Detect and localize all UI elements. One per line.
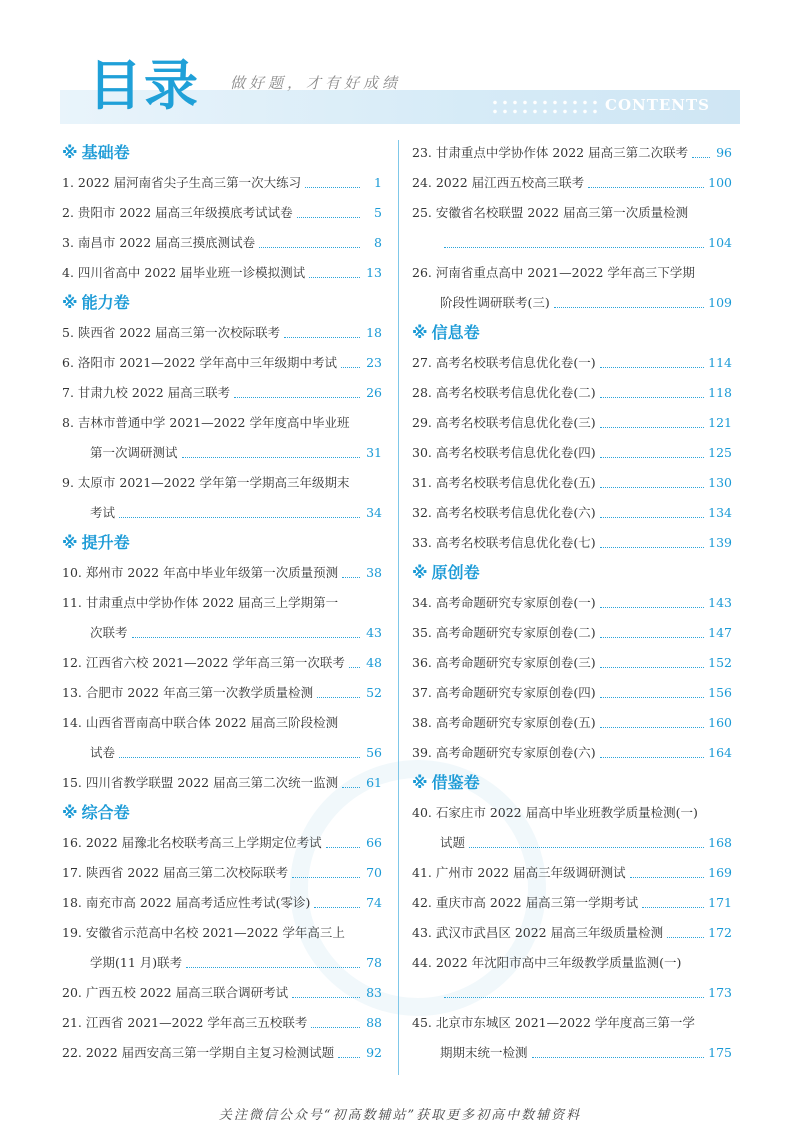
toc-entry[interactable] bbox=[62, 318, 382, 348]
section-heading bbox=[62, 528, 382, 558]
page-number: 171 bbox=[708, 895, 732, 910]
page-number: 143 bbox=[708, 595, 732, 610]
dot-leader bbox=[259, 247, 360, 248]
toc-entry[interactable] bbox=[62, 828, 382, 858]
toc-entry[interactable] bbox=[412, 1008, 732, 1068]
dot-leader bbox=[469, 847, 704, 848]
dot-leader bbox=[119, 757, 360, 758]
toc-entry-text: 28. 高考名校联考信息优化卷(二) bbox=[412, 385, 596, 400]
toc-entry-text: 1. 2022 届河南省尖子生高三第一次大练习 bbox=[62, 175, 302, 190]
toc-entry[interactable] bbox=[62, 198, 382, 228]
section-heading bbox=[62, 288, 382, 318]
toc-entry-text: 35. 高考命题研究专家原创卷(二) bbox=[412, 625, 596, 640]
dot-leader bbox=[692, 157, 710, 158]
toc-entry[interactable] bbox=[412, 738, 732, 768]
toc-entry-text: 7. 甘肃九校 2022 届高三联考 bbox=[62, 385, 231, 400]
dot-leader bbox=[600, 697, 705, 698]
toc-entry[interactable] bbox=[412, 198, 732, 258]
dot-leader bbox=[292, 997, 360, 998]
toc-entry-text: 37. 高考命题研究专家原创卷(四) bbox=[412, 685, 596, 700]
toc-entry[interactable] bbox=[62, 648, 382, 678]
toc-entry-text: 试卷 bbox=[90, 745, 116, 760]
page-number: 172 bbox=[708, 925, 732, 940]
toc-entry-text: 3. 南昌市 2022 届高三摸底测试卷 bbox=[62, 235, 256, 250]
slogan: 做好题，才有好成绩 bbox=[230, 74, 402, 92]
dot-leader bbox=[554, 307, 704, 308]
page-number: 23 bbox=[366, 355, 382, 370]
dot-leader bbox=[132, 637, 360, 638]
toc-entry-text: 阶段性调研联考(三) bbox=[440, 295, 550, 310]
toc-entry-text: 38. 高考命题研究专家原创卷(五) bbox=[412, 715, 596, 730]
toc-entry-text: 17. 陕西省 2022 届高三第二次校际联考 bbox=[62, 865, 289, 880]
toc-entry-text: 32. 高考名校联考信息优化卷(六) bbox=[412, 505, 596, 520]
page-number: 156 bbox=[708, 685, 732, 700]
dot-leader bbox=[349, 667, 360, 668]
dot-leader bbox=[444, 997, 704, 998]
section-heading bbox=[412, 318, 732, 348]
page-number: 66 bbox=[366, 835, 382, 850]
page-number: 96 bbox=[716, 145, 732, 160]
page-number: 104 bbox=[708, 235, 732, 250]
page-number: 8 bbox=[374, 235, 382, 250]
reference-mark-icon: ※ bbox=[412, 773, 428, 792]
dot-leader bbox=[444, 247, 704, 248]
page-number: 100 bbox=[708, 175, 732, 190]
reference-mark-icon: ※ bbox=[412, 563, 428, 582]
dot-leader bbox=[284, 337, 360, 338]
dot-leader bbox=[600, 427, 705, 428]
page-number: 74 bbox=[366, 895, 382, 910]
page-number: 175 bbox=[708, 1045, 732, 1060]
footer-note: 关注微信公众号“初高数辅站”获取更多初高中数辅资料 bbox=[218, 1108, 582, 1123]
page-number: 109 bbox=[708, 295, 732, 310]
toc-entry-text: 43. 武汉市武昌区 2022 届高三年级质量检测 bbox=[412, 925, 664, 940]
dot-leader bbox=[309, 277, 360, 278]
dot-leader bbox=[532, 1057, 705, 1058]
toc-entry-text: 10. 郑州市 2022 年高中毕业年级第一次质量预测 bbox=[62, 565, 339, 580]
toc-entry-text: 22. 2022 届西安高三第一学期自主复习检测试题 bbox=[62, 1045, 335, 1060]
toc-entry[interactable] bbox=[412, 798, 732, 858]
toc-entry[interactable] bbox=[62, 168, 382, 198]
dot-leader bbox=[341, 367, 360, 368]
toc-entry-text: 16. 2022 届豫北名校联考高三上学期定位考试 bbox=[62, 835, 322, 850]
dot-leader bbox=[311, 1027, 360, 1028]
section-heading bbox=[412, 558, 732, 588]
toc-entry[interactable] bbox=[62, 978, 382, 1008]
page-number: 139 bbox=[708, 535, 732, 550]
toc-entry[interactable] bbox=[412, 528, 732, 558]
section-heading bbox=[412, 768, 732, 798]
page-number: 48 bbox=[366, 655, 382, 670]
page-number: 92 bbox=[366, 1045, 382, 1060]
toc-entry[interactable] bbox=[412, 918, 732, 948]
toc-entry[interactable] bbox=[62, 228, 382, 258]
toc-entry-text: 21. 江西省 2021—2022 学年高三五校联考 bbox=[62, 1015, 308, 1030]
toc-entry-text: 考试 bbox=[90, 505, 116, 520]
toc-entry-text: 25. 安徽省名校联盟 2022 届高三第一次质量检测 bbox=[412, 205, 689, 220]
toc-entry[interactable] bbox=[412, 378, 732, 408]
toc-entry[interactable] bbox=[412, 438, 732, 468]
page-title: 目录 bbox=[88, 54, 200, 117]
toc-entry[interactable] bbox=[412, 678, 732, 708]
page-number: 34 bbox=[366, 505, 382, 520]
section-heading bbox=[62, 798, 382, 828]
toc-entry[interactable] bbox=[62, 468, 382, 528]
toc-entry[interactable] bbox=[412, 168, 732, 198]
page-number: 43 bbox=[366, 625, 382, 640]
section-title: 原创卷 bbox=[431, 563, 480, 582]
toc-entry-text: 2. 贵阳市 2022 届高三年级摸底考试试卷 bbox=[62, 205, 293, 220]
page-number: 169 bbox=[708, 865, 732, 880]
toc-entry[interactable] bbox=[412, 498, 732, 528]
dot-leader bbox=[588, 187, 704, 188]
dot-leader bbox=[342, 787, 360, 788]
toc-entry-text: 15. 四川省教学联盟 2022 届高三第二次统一监测 bbox=[62, 775, 339, 790]
dot-leader bbox=[630, 877, 705, 878]
page-number: 1 bbox=[374, 175, 382, 190]
toc-column-right bbox=[412, 138, 732, 1068]
page-number: 83 bbox=[366, 985, 382, 1000]
toc-entry-text: 13. 合肥市 2022 年高三第一次教学质量检测 bbox=[62, 685, 314, 700]
toc-entry-text: 4. 四川省高中 2022 届毕业班一诊模拟测试 bbox=[62, 265, 306, 280]
page-number: 147 bbox=[708, 625, 732, 640]
toc-entry[interactable] bbox=[412, 858, 732, 888]
toc-entry[interactable] bbox=[62, 768, 382, 798]
dot-leader bbox=[600, 757, 705, 758]
dot-leader bbox=[667, 937, 704, 938]
dot-leader bbox=[600, 637, 705, 638]
page-number: 125 bbox=[708, 445, 732, 460]
page-number: 61 bbox=[366, 775, 382, 790]
toc-entry-text: 27. 高考名校联考信息优化卷(一) bbox=[412, 355, 596, 370]
reference-mark-icon: ※ bbox=[62, 293, 78, 312]
toc-entry[interactable] bbox=[62, 858, 382, 888]
toc-entry[interactable] bbox=[62, 708, 382, 768]
page-number: 152 bbox=[708, 655, 732, 670]
dot-leader bbox=[338, 1057, 360, 1058]
dot-leader bbox=[234, 397, 360, 398]
dot-leader bbox=[600, 607, 705, 608]
page-number: 26 bbox=[366, 385, 382, 400]
reference-mark-icon: ※ bbox=[62, 533, 78, 552]
toc-entry-text: 18. 南充市高 2022 届高考适应性考试(零诊) bbox=[62, 895, 311, 910]
page-number: 160 bbox=[708, 715, 732, 730]
toc-entry[interactable] bbox=[62, 678, 382, 708]
toc-entry[interactable] bbox=[62, 408, 382, 468]
toc-entry-text: 9. 太原市 2021—2022 学年第一学期高三年级期末 bbox=[62, 475, 350, 490]
toc-entry-text: 36. 高考命题研究专家原创卷(三) bbox=[412, 655, 596, 670]
section-title: 综合卷 bbox=[81, 803, 130, 822]
page-number: 38 bbox=[366, 565, 382, 580]
toc-entry-text: 39. 高考命题研究专家原创卷(六) bbox=[412, 745, 596, 760]
section-title: 基础卷 bbox=[81, 143, 130, 162]
dot-leader bbox=[600, 667, 705, 668]
toc-entry-text: 试题 bbox=[440, 835, 466, 850]
toc-entry[interactable] bbox=[412, 888, 732, 918]
dot-leader bbox=[600, 397, 705, 398]
toc-entry-text: 29. 高考名校联考信息优化卷(三) bbox=[412, 415, 596, 430]
toc-entry[interactable] bbox=[62, 1038, 382, 1068]
toc-entry[interactable] bbox=[412, 258, 732, 318]
dot-leader bbox=[119, 517, 360, 518]
toc-entry[interactable] bbox=[62, 558, 382, 588]
toc-entry[interactable] bbox=[62, 378, 382, 408]
page-number: 31 bbox=[366, 445, 382, 460]
toc-entry-text: 期期末统一检测 bbox=[440, 1045, 528, 1060]
toc-entry-text: 42. 重庆市高 2022 届高三第一学期考试 bbox=[412, 895, 639, 910]
page-number: 56 bbox=[366, 745, 382, 760]
page-number: 5 bbox=[374, 205, 382, 220]
section-title: 借鉴卷 bbox=[431, 773, 480, 792]
dot-leader bbox=[305, 187, 360, 188]
dot-leader bbox=[600, 727, 705, 728]
toc-entry-text: 学期(11 月)联考 bbox=[90, 955, 183, 970]
toc-entry-text: 20. 广西五校 2022 届高三联合调研考试 bbox=[62, 985, 289, 1000]
page-number: 52 bbox=[366, 685, 382, 700]
toc-entry[interactable] bbox=[412, 618, 732, 648]
section-heading bbox=[62, 138, 382, 168]
toc-entry-text: 11. 甘肃重点中学协作体 2022 届高三上学期第一 bbox=[62, 595, 339, 610]
toc-entry-text: 24. 2022 届江西五校高三联考 bbox=[412, 175, 585, 190]
dot-leader bbox=[297, 217, 360, 218]
toc-entry[interactable] bbox=[62, 588, 382, 648]
page-number: 130 bbox=[708, 475, 732, 490]
toc-entry-text: 14. 山西省晋南高中联合体 2022 届高三阶段检测 bbox=[62, 715, 339, 730]
dot-leader bbox=[314, 907, 360, 908]
dot-leader bbox=[600, 517, 705, 518]
toc-entry-text: 12. 江西省六校 2021—2022 学年高三第一次联考 bbox=[62, 655, 345, 670]
reference-mark-icon: ※ bbox=[62, 143, 78, 162]
toc-entry[interactable] bbox=[62, 348, 382, 378]
dot-leader bbox=[642, 907, 704, 908]
toc-entry-text: 26. 河南省重点高中 2021—2022 学年高三下学期 bbox=[412, 265, 695, 280]
toc-entry[interactable] bbox=[412, 408, 732, 438]
toc-entry[interactable] bbox=[62, 888, 382, 918]
toc-entry-text: 44. 2022 年沈阳市高中三年级教学质量监测(一) bbox=[412, 955, 682, 970]
toc-entry-text: 19. 安徽省示范高中名校 2021—2022 学年高三上 bbox=[62, 925, 345, 940]
page-number: 164 bbox=[708, 745, 732, 760]
page-number: 168 bbox=[708, 835, 732, 850]
dot-leader bbox=[186, 967, 360, 968]
toc-entry-text: 第一次调研测试 bbox=[90, 445, 178, 460]
page-number: 118 bbox=[708, 385, 732, 400]
toc-entry[interactable] bbox=[62, 918, 382, 978]
dot-leader bbox=[600, 547, 705, 548]
toc-entry[interactable] bbox=[412, 948, 732, 1008]
section-title: 能力卷 bbox=[81, 293, 130, 312]
toc-entry[interactable] bbox=[412, 708, 732, 738]
toc-entry-text: 23. 甘肃重点中学协作体 2022 届高三第二次联考 bbox=[412, 145, 689, 160]
dot-leader bbox=[292, 877, 360, 878]
dot-leader bbox=[600, 367, 705, 368]
toc-entry-text: 41. 广州市 2022 届高三年级调研测试 bbox=[412, 865, 626, 880]
reference-mark-icon: ※ bbox=[412, 323, 428, 342]
page-number: 114 bbox=[708, 355, 732, 370]
page-number: 88 bbox=[366, 1015, 382, 1030]
header-dot-pattern bbox=[490, 98, 600, 116]
toc-entry-text: 34. 高考命题研究专家原创卷(一) bbox=[412, 595, 596, 610]
dot-leader bbox=[182, 457, 360, 458]
toc-entry-text: 6. 洛阳市 2021—2022 学年高中三年级期中考试 bbox=[62, 355, 337, 370]
toc-entry-text: 8. 吉林市普通中学 2021—2022 学年度高中毕业班 bbox=[62, 415, 350, 430]
page-number: 18 bbox=[366, 325, 382, 340]
page-number: 121 bbox=[708, 415, 732, 430]
page-number: 78 bbox=[366, 955, 382, 970]
toc-entry-text: 45. 北京市东城区 2021—2022 学年度高三第一学 bbox=[412, 1015, 695, 1030]
toc-entry[interactable] bbox=[412, 468, 732, 498]
dot-leader bbox=[326, 847, 360, 848]
toc-entry[interactable] bbox=[62, 1008, 382, 1038]
page-number: 70 bbox=[366, 865, 382, 880]
toc-entry[interactable] bbox=[412, 138, 732, 168]
toc-entry-text: 5. 陕西省 2022 届高三第一次校际联考 bbox=[62, 325, 281, 340]
dot-leader bbox=[600, 487, 705, 488]
toc-entry-text: 40. 石家庄市 2022 届高中毕业班教学质量检测(一) bbox=[412, 805, 698, 820]
dot-leader bbox=[342, 577, 360, 578]
reference-mark-icon: ※ bbox=[62, 803, 78, 822]
toc-entry[interactable] bbox=[412, 348, 732, 378]
section-title: 提升卷 bbox=[81, 533, 130, 552]
section-title: 信息卷 bbox=[431, 323, 480, 342]
toc-entry-text: 30. 高考名校联考信息优化卷(四) bbox=[412, 445, 596, 460]
toc-entry[interactable] bbox=[62, 258, 382, 288]
page-number: 134 bbox=[708, 505, 732, 520]
toc-entry-text: 33. 高考名校联考信息优化卷(七) bbox=[412, 535, 596, 550]
page-number: 13 bbox=[366, 265, 382, 280]
toc-entry-text: 次联考 bbox=[90, 625, 128, 640]
page-number: 173 bbox=[708, 985, 732, 1000]
toc-entry[interactable] bbox=[412, 588, 732, 618]
toc-entry[interactable] bbox=[412, 648, 732, 678]
dot-leader bbox=[317, 697, 360, 698]
toc-entry-text: 31. 高考名校联考信息优化卷(五) bbox=[412, 475, 596, 490]
dot-leader bbox=[600, 457, 705, 458]
contents-label: CONTENTS bbox=[605, 96, 711, 114]
toc-column-left bbox=[62, 138, 382, 1068]
column-divider bbox=[398, 140, 399, 1075]
page-header bbox=[60, 46, 740, 126]
